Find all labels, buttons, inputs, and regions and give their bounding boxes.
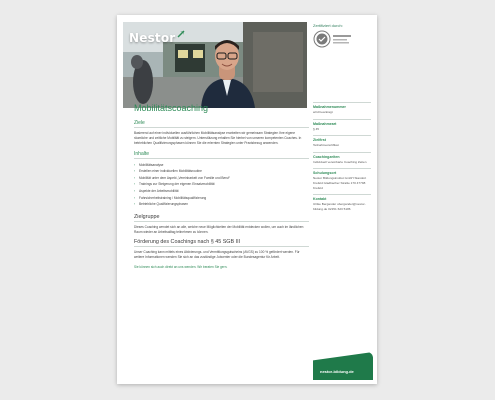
foerderung-text: Unser Coaching kann mittels eines Aktivierungs- und Vermittlungsgutscheins (AVGS) zu 100 % gefördert werden. Für weitere Informationen wenden Sie sich an das zuständige Jobcenter oder die Bundesagentur für Arbeit.	[134, 250, 300, 260]
info-label: Kontakt	[313, 197, 327, 202]
list-item: › Trainings zur Steigerung der eigenen Einsatzmobilität	[134, 182, 215, 187]
info-value: Ulrike Bergander ubergander@nestor-bildung.de 02151 623 5186	[313, 202, 366, 211]
info-label: Maßnahmeart	[313, 121, 337, 126]
brochure-page	[117, 15, 377, 384]
zielgruppe-text: Dieses Coaching wendet sich an alle, welche neue Möglichkeiten der Mobilität entdecken wollen, um auch im ländlichen Raum wieder an Arbeitsalltag teilnehmen zu können.	[134, 224, 304, 234]
info-label: Maßnahmenummer	[313, 105, 346, 109]
info-value: Nestor Bildungsinstitut GmbH Standort Krefeld Gladbacher Straße 170 47798 Krefeld	[313, 176, 367, 190]
info-label: Schulungsort	[313, 171, 337, 176]
section-heading-inhalte: Inhalte	[134, 151, 309, 159]
footer-tab	[313, 352, 373, 380]
certification-label: Zertifiziert durch:	[313, 23, 343, 28]
footer-url[interactable]: nestor-bildung.de	[320, 369, 354, 374]
list-item: › Aspekte der Arbeitsmobilität	[134, 188, 179, 193]
info-value: wird beantragt	[313, 110, 333, 114]
list-item: › Mobilitätsanalyse	[134, 162, 164, 167]
info-block-massnahmeart	[313, 119, 371, 132]
info-block-coachingzeiten	[313, 152, 371, 165]
info-value: Individuell vereinbarte Coaching Zeiten	[313, 159, 367, 164]
info-block-massnahmenummer	[313, 102, 371, 115]
section-heading-foerderung: Förderung des Coachings nach § 45 SGB III	[134, 239, 309, 247]
bullet-icon: ›	[134, 188, 136, 193]
info-block-kontakt	[313, 194, 371, 211]
bullet-icon: ›	[134, 162, 136, 167]
info-label: Zielfirst	[313, 138, 326, 143]
info-value: Teilnahmezertifikat	[313, 143, 339, 148]
main-column	[134, 103, 309, 274]
bullet-icon: ›	[134, 195, 136, 200]
inhalte-list	[134, 162, 309, 208]
info-label: Coachingzeiten	[313, 154, 340, 159]
bullet-icon: ›	[134, 182, 136, 187]
list-item: › Fahrsicherheitstraining / Mobilitätsqualifizierung	[134, 195, 207, 200]
info-block-zielfirst	[313, 135, 371, 148]
info-block-schulungsort	[313, 168, 371, 190]
page-title: Mobilitätscoaching	[134, 103, 209, 113]
header-photo	[123, 22, 307, 108]
info-value: § 45	[313, 126, 320, 131]
list-item: › Mobilität unter dem Aspekt „Vereinbarkeit von Familie und Beruf“	[134, 175, 231, 180]
ziele-text: Basierend auf einer individuellen ausführlichen Mobilitätsanalyse erarbeiten wir gemeinsam Strategien Ihre eigene räumliche und zeitliche Mobilität zu steigern. Unterstützung erhalten Sie hierbei von unseren kompetenten Coaches. In betrieblichen Qualifizierungsphasen können Sie die erlernten Strategien unter Praxisbezug anwenden.	[134, 131, 302, 146]
list-item: › Erstellen einer individuellen Mobilitätsroutine	[134, 169, 202, 174]
list-item: › Betriebliche Qualifizierungsphasen	[134, 202, 189, 207]
bullet-icon: ›	[134, 202, 136, 207]
bullet-icon: ›	[134, 175, 136, 180]
certification-seal-icon	[313, 30, 353, 48]
info-sidebar	[313, 102, 371, 215]
section-heading-ziele: Ziele	[134, 120, 309, 128]
logo-arrow-icon	[177, 30, 185, 38]
section-heading-zielgruppe: Zielgruppe	[134, 214, 309, 222]
nestor-logo: Nestor	[129, 31, 176, 45]
bullet-icon: ›	[134, 169, 136, 174]
contact-line: Sie können sich auch direkt an uns wenden. Wir beraten Sie gern.	[134, 264, 228, 269]
